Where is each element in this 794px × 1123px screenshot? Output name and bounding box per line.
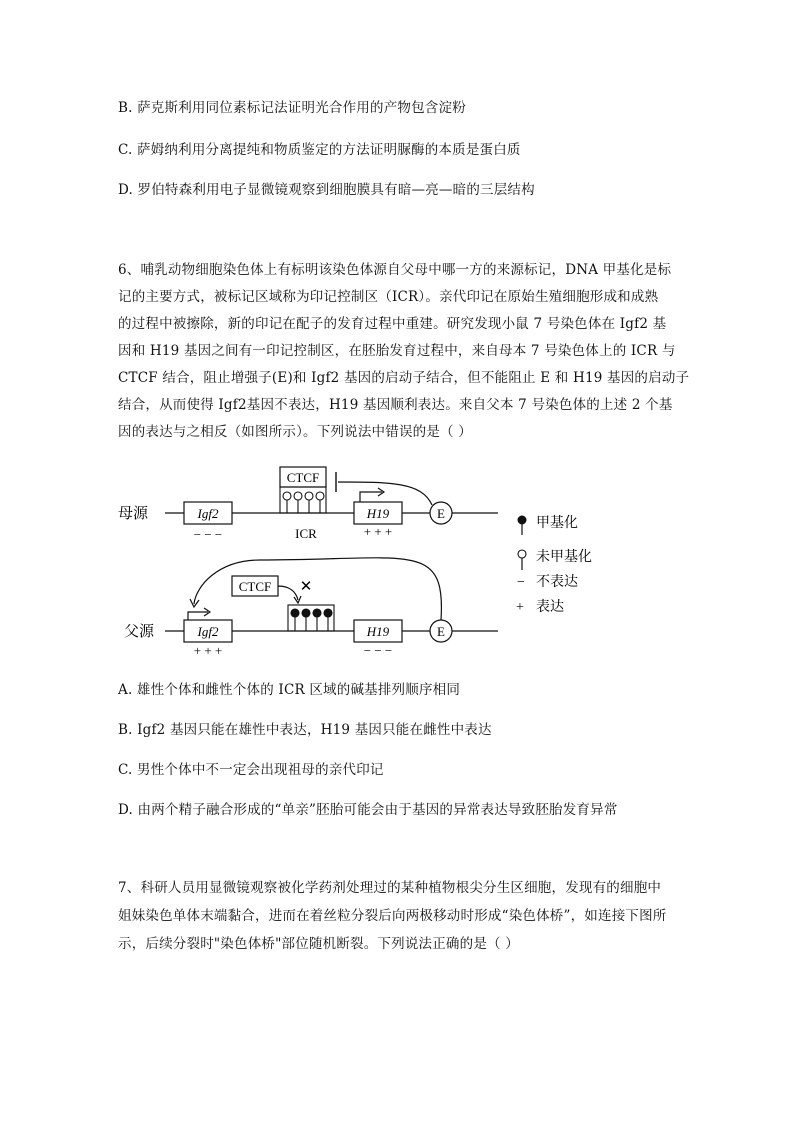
legend-methylated-icon	[518, 516, 526, 524]
q6-stem-line-2: 记的主要方式，被标记区域称为印记控制区（ICR）。亲代印记在原始生殖细胞形成和成熟	[118, 289, 659, 305]
q6-stem-line-7: 因的表达与之相反（如图所示）。下列说法中错误的是（ ）	[118, 424, 472, 440]
paternal-ctcf-label: CTCF	[238, 579, 272, 594]
q6-option-c: C. 男性个体中不一定会出现祖母的亲代印记	[118, 762, 384, 778]
q6-stem-line-6: 结合，从而使得 Igf2基因不表达，H19 基因顺利表达。来自父本 7 号染色体的上述 2 个基	[118, 397, 673, 413]
legend-minus-symbol: −	[517, 575, 525, 590]
paternal-igf2-label: Igf2	[197, 624, 219, 639]
maternal-igf2-label: Igf2	[197, 506, 219, 521]
paternal-h19-label: H19	[366, 624, 390, 639]
q6-option-a: A. 雄性个体和雌性个体的 ICR 区域的碱基排列顺序相同	[118, 682, 461, 698]
q5-option-b: B. 萨克斯利用同位素标记法证明光合作用的产物包含淀粉	[118, 100, 466, 116]
paternal-label: 父源	[124, 624, 155, 640]
q7-stem-line-2: 姐妹染色单体末端黏合，进而在着丝粒分裂后向两极移动时形成“染色体桥”，如连接下图所	[118, 908, 667, 924]
paternal-icr-methylated-group	[288, 605, 334, 631]
q6-stem-line-1: 6、哺乳动物细胞染色体上有标明该染色体源自父母中哪一方的来源标记，DNA 甲基化是标	[118, 262, 672, 278]
paternal-igf2-expression: + + +	[193, 643, 223, 658]
q5-option-d: D. 罗伯特森利用电子显微镜观察到细胞膜具有暗—亮—暗的三层结构	[118, 182, 535, 198]
q6-stem-line-5: CTCF 结合，阻止增强子(E)和 Igf2 基因的启动子结合，但不能阻止 E 和 H19 基因的启动子	[118, 370, 690, 386]
icr-label: ICR	[295, 526, 317, 541]
paternal-ctcf-block-cross: ✕	[299, 579, 313, 595]
q6-option-b: B. Igf2 基因只能在雄性中表达，H19 基因只能在雌性中表达	[118, 722, 492, 738]
q7-stem-line-3: 示，后续分裂时"染色体桥"部位随机断裂。下列说法正确的是（ ）	[118, 936, 519, 952]
maternal-h19-expression: + + +	[363, 524, 393, 539]
legend-not-expressed: 不表达	[536, 575, 578, 590]
q7-stem-line-1: 7、科研人员用显微镜观察被化学药剂处理过的某种植物根尖分生区细胞，发现有的细胞中	[118, 880, 662, 896]
legend-methylated: 甲基化	[536, 516, 578, 531]
maternal-icr-unmethylated-group	[280, 487, 326, 513]
paternal-h19-expression: − − −	[363, 643, 393, 658]
legend-unmethylated: 未甲基化	[536, 550, 592, 565]
legend-plus-symbol: +	[516, 600, 524, 615]
paternal-enhancer-label: E	[437, 624, 445, 639]
legend-expressed: 表达	[536, 600, 564, 615]
q6-stem-line-3: 的过程中被擦除，新的印记在配子的发育过程中重建。研究发现小鼠 7 号染色体在 Igf2 基	[118, 316, 667, 332]
legend-unmethylated-icon	[518, 550, 526, 558]
imprinting-diagram	[110, 460, 630, 660]
q5-option-c: C. 萨姆纳利用分离提纯和物质鉴定的方法证明脲酶的本质是蛋白质	[118, 142, 521, 158]
maternal-h19-promoter-arrow	[360, 492, 382, 502]
legend	[516, 514, 592, 615]
maternal-label: 母源	[118, 506, 149, 522]
maternal-h19-label: H19	[366, 506, 390, 521]
maternal-igf2-expression: − − −	[193, 527, 223, 542]
q6-option-d: D. 由两个精子融合形成的“单亲”胚胎可能会由于基因的异常表达导致胚胎发育异常	[118, 802, 618, 818]
q6-stem-line-4: 因和 H19 基因之间有一印记控制区，在胚胎发育过程中，来自母本 7 号染色体上的 ICR 与	[118, 343, 676, 359]
maternal-enhancer-label: E	[437, 506, 445, 521]
maternal-ctcf-label: CTCF	[286, 470, 320, 485]
